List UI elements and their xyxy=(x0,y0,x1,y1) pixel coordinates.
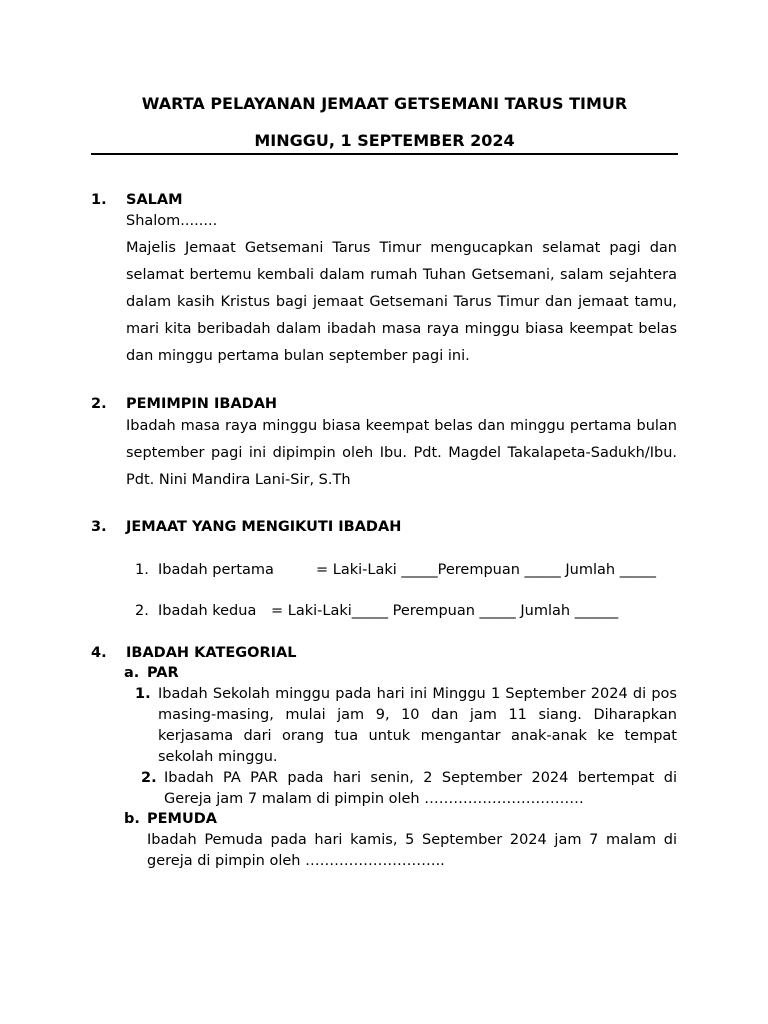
par-item-text: Ibadah Sekolah minggu pada hari ini Minggu 1 September 2024 di pos masing-masing, mulai jam 9, 10 dan jam 11 siang. Diharapkan kerjasama dari orang tua untuk mengantar anak-anak ke tempat sekolah minggu. xyxy=(158,686,677,765)
par-item-text: Ibadah PA PAR pada hari senin, 2 September 2024 bertempat di Gereja jam 7 malam di pimpin oleh …………………………… xyxy=(164,770,677,807)
section-1-heading: SALAM xyxy=(126,192,183,208)
section-2-body: Ibadah masa raya minggu biasa keempat belas dan minggu pertama bulan september pagi ini dipimpin oleh Ibu. Pdt. Magdel Takalapeta-Sadukh/Ibu. Pdt. Nini Mandira Lani-Sir, S.Th xyxy=(126,418,677,488)
section-3-heading: JEMAAT YANG MENGIKUTI IBADAH xyxy=(126,519,402,535)
section-2-number: 2. xyxy=(91,396,107,412)
section-4-heading: IBADAH KATEGORIAL xyxy=(126,645,297,661)
section-1-number: 1. xyxy=(91,192,107,208)
attendance-item-label: Ibadah kedua xyxy=(158,603,257,619)
pemuda-body: Ibadah Pemuda pada hari kamis, 5 September 2024 jam 7 malam di gereja di pimpin oleh ……………………….. xyxy=(147,832,677,869)
attendance-item-number: 2. xyxy=(135,603,149,619)
subsection-a-heading: PAR xyxy=(147,665,179,681)
attendance-item-fields: = Laki-Laki _____Perempuan _____ Jumlah _____ xyxy=(316,562,656,578)
section-2-heading: PEMIMPIN IBADAH xyxy=(126,396,278,412)
title-divider xyxy=(91,153,678,155)
section-3-number: 3. xyxy=(91,519,107,535)
section-4-number: 4. xyxy=(91,645,107,661)
subsection-b-heading: PEMUDA xyxy=(147,811,217,827)
section-1-greeting: Shalom........ xyxy=(126,213,218,229)
section-1-body: Majelis Jemaat Getsemani Tarus Timur mengucapkan selamat pagi dan selamat bertemu kembali dalam rumah Tuhan Getsemani, salam sejahtera dalam kasih Kristus bagi jemaat Getsemani Tarus Timur dan jemaat tamu, mari kita beribadah dalam ibadah masa raya minggu biasa keempat belas dan minggu pertama bulan september pagi ini. xyxy=(126,240,677,364)
attendance-item-fields: = Laki-Laki_____ Perempuan _____ Jumlah ______ xyxy=(271,603,619,619)
par-item-number: 2. xyxy=(141,770,157,786)
document-date: MINGGU, 1 SEPTEMBER 2024 xyxy=(254,131,515,150)
par-item-number: 1. xyxy=(135,686,151,702)
attendance-item-label: Ibadah pertama xyxy=(158,562,274,578)
attendance-item-number: 1. xyxy=(135,562,149,578)
subsection-b-letter: b. xyxy=(124,811,140,827)
subsection-a-letter: a. xyxy=(124,665,140,681)
document-title: WARTA PELAYANAN JEMAAT GETSEMANI TARUS TIMUR xyxy=(141,94,628,113)
